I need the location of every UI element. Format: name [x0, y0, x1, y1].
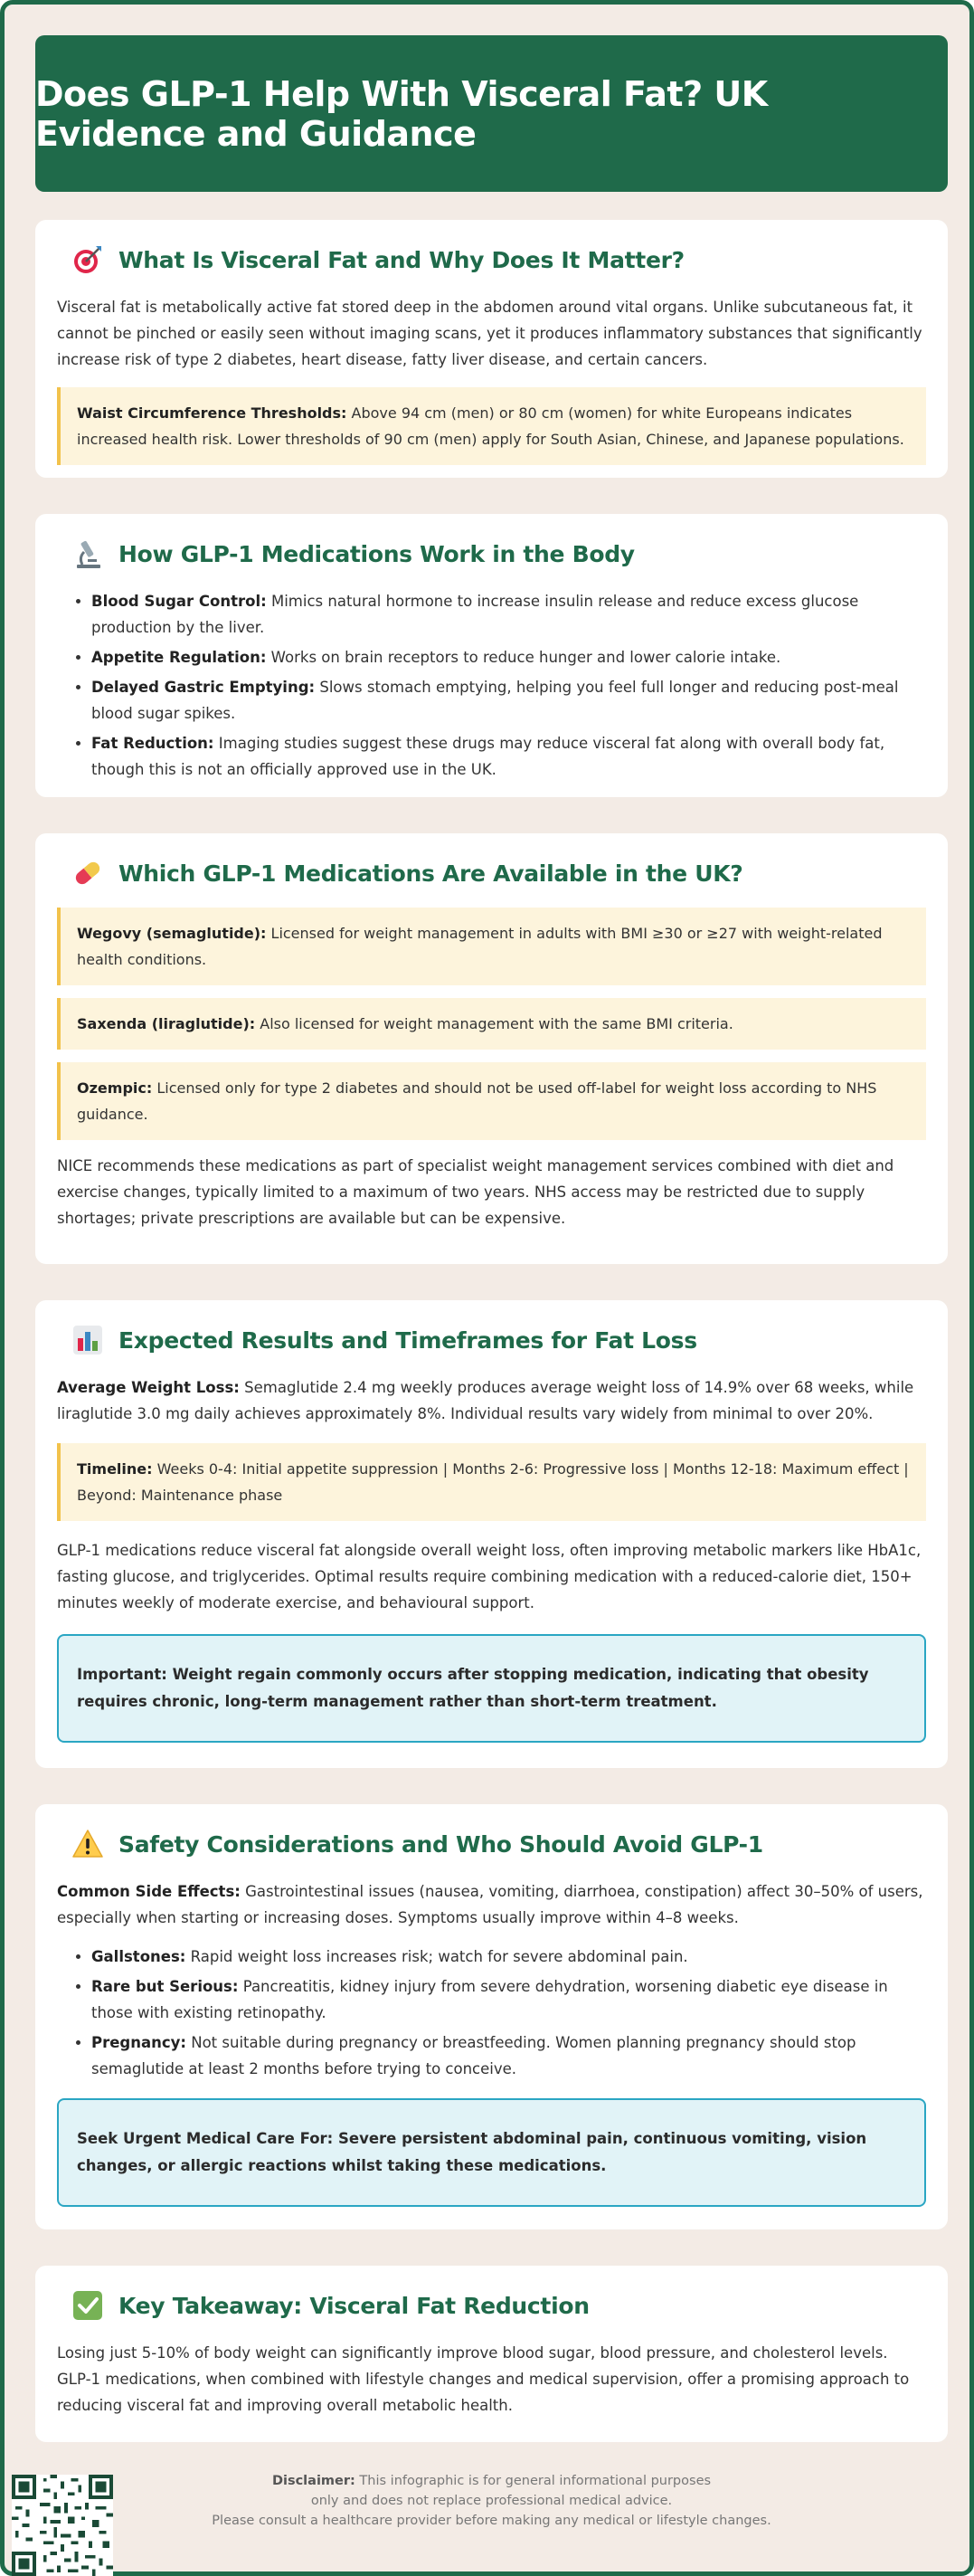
check-box-icon: [71, 2289, 104, 2322]
saxenda-callout: [57, 998, 926, 1050]
mechanism-list: [57, 588, 926, 783]
callout-text: Weeks 0-4: Initial appetite suppression | Months 2-6: Progressive loss | Months 12-18: Maximum effect | Beyond: Maintenance phase: [77, 1460, 909, 1504]
list-item: [91, 1944, 926, 1970]
section-heading: [57, 1828, 926, 1860]
disclaimer-line-3: Please consult a healthcare provider before making any medical or lifestyle changes.: [212, 2514, 771, 2528]
section-body: Losing just 5-10% of body weight can significantly improve blood sugar, blood pressure, and cholesterol levels. GLP-1 medications, when combined with lifestyle changes and medical supervision, offer a promising approach to reducing visceral fat and improving overall metabolic health.: [57, 2344, 910, 2414]
list-item: [91, 644, 926, 670]
timeline-callout: [57, 1443, 926, 1521]
section-safety: [35, 1804, 948, 2229]
side-text: Gastrointestinal issues (nausea, vomiting, diarrhoea, constipation) affect 30–50% of users, especially when starting or increasing doses. Symptoms usually improve within 4–8 weeks.: [57, 1883, 923, 1926]
section-expected-results: [35, 1300, 948, 1768]
list-item: [91, 2029, 926, 2082]
section-visceral-fat: [35, 220, 948, 478]
section-heading: [57, 857, 926, 889]
section-body: GLP-1 medications reduce visceral fat alongside overall weight loss, often improving metabolic markers like HbA1c, fasting glucose, and triglycerides. Optimal results require combining medication with a reduced-calorie diet, 150+ minutes weekly of moderate exercise, and behavioural support.: [57, 1542, 922, 1611]
urgent-care-box: Seek Urgent Medical Care For: Severe persistent abdominal pain, continuous vomiting, vision changes, or allergic reactions whilst taking these medications.: [57, 2098, 926, 2207]
item-text: Mimics natural hormone to increase insulin release and reduce excess glucose production by the liver.: [91, 593, 859, 636]
item-text: Pancreatitis, kidney injury from severe dehydration, worsening diabetic eye disease in those with existing retinopathy.: [91, 1978, 888, 2021]
callout-text: Above 94 cm (men) or 80 cm (women) for white Europeans indicates increased health risk. Lower thresholds of 90 cm (men) apply for South Asian, Chinese, and Japanese populations.: [77, 404, 904, 448]
callout-label: Waist Circumference Thresholds:: [77, 404, 347, 422]
section-body: NICE recommends these medications as part of specialist weight management services combined with diet and exercise changes, typically limited to a maximum of two years. NHS access may be restricted due to supply shortages; private prescriptions are available but can be expensive.: [57, 1157, 894, 1227]
item-label: Pregnancy:: [91, 2034, 186, 2051]
item-label: Gallstones:: [91, 1948, 186, 1965]
callout-label: Timeline:: [77, 1460, 153, 1478]
target-icon: [71, 243, 104, 276]
section-title: Safety Considerations and Who Should Avoid GLP-1: [118, 1830, 763, 1858]
list-item: [91, 588, 926, 641]
warning-icon: [71, 1828, 104, 1860]
avg-label: Average Weight Loss:: [57, 1379, 240, 1396]
item-text: Imaging studies suggest these drugs may reduce visceral fat along with overall body fat, though this is not an officially approved use in the UK.: [91, 735, 885, 778]
item-label: Fat Reduction:: [91, 735, 214, 752]
pill-icon: [71, 857, 104, 889]
section-heading: [57, 537, 926, 570]
disclaimer: [140, 2471, 843, 2531]
section-title: What Is Visceral Fat and Why Does It Matter?: [118, 246, 685, 273]
section-uk-medications: [35, 833, 948, 1264]
section-title: Expected Results and Timeframes for Fat Loss: [118, 1326, 697, 1354]
item-text: Not suitable during pregnancy or breastfeeding. Women planning pregnancy should stop semaglutide at least 2 months before trying to conceive.: [91, 2034, 856, 2077]
callout-text: Licensed for weight management in adults with BMI ≥30 or ≥27 with weight-related health conditions.: [77, 925, 883, 968]
section-key-takeaway: [35, 2266, 948, 2442]
page-title: Does GLP-1 Help With Visceral Fat? UK Evidence and Guidance: [35, 73, 768, 154]
section-heading: [57, 243, 926, 276]
callout-label: Saxenda (liraglutide):: [77, 1015, 256, 1032]
risk-list: [57, 1944, 926, 2082]
section-title: Key Takeaway: Visceral Fat Reduction: [118, 2292, 590, 2319]
section-body: Visceral fat is metabolically active fat stored deep in the abdomen around vital organs. Unlike subcutaneous fat, it cannot be pinched or easily seen without imaging scans, yet it produces inflammatory substances that significantly increase risk of type 2 diabetes, heart disease, fatty liver disease, and certain cancers.: [57, 299, 922, 368]
section-heading: [57, 2289, 926, 2322]
wegovy-callout: [57, 908, 926, 985]
bar-chart-icon: [71, 1324, 104, 1356]
callout-text: Also licensed for weight management with the same BMI criteria.: [255, 1015, 733, 1032]
side-label: Common Side Effects:: [57, 1883, 241, 1900]
avg-text: Semaglutide 2.4 mg weekly produces average weight loss of 14.9% over 68 weeks, while liraglutide 3.0 mg daily achieves approximately 8%. Individual results vary widely from minimal to over 20%.: [57, 1379, 914, 1422]
section-title: Which GLP-1 Medications Are Available in the UK?: [118, 860, 743, 887]
microscope-icon: [71, 537, 104, 570]
important-note-box: Important: Weight regain commonly occurs after stopping medication, indicating that obesity requires chronic, long-term management rather than short-term treatment.: [57, 1634, 926, 1743]
item-label: Rare but Serious:: [91, 1978, 239, 1995]
disclaimer-line-1: [140, 2471, 843, 2491]
ozempic-callout: [57, 1062, 926, 1140]
common-side-effects: [57, 1878, 926, 1931]
item-text: Slows stomach emptying, helping you feel full longer and reducing post-meal blood sugar spikes.: [91, 679, 899, 722]
callout-label: Ozempic:: [77, 1079, 153, 1097]
item-text: Rapid weight loss increases risk; watch for severe abdominal pain.: [185, 1948, 688, 1965]
header-banner: [35, 35, 948, 192]
item-label: Blood Sugar Control:: [91, 593, 267, 610]
waist-threshold-callout: [57, 387, 926, 465]
disclaimer-label: Disclaimer:: [271, 2474, 355, 2488]
section-how-glp1-works: [35, 514, 948, 797]
list-item: [91, 674, 926, 727]
list-item: [91, 1973, 926, 2026]
disclaimer-line-2: only and does not replace professional medical advice.: [310, 2494, 673, 2508]
callout-text: Licensed only for type 2 diabetes and should not be used off-label for weight loss according to NHS guidance.: [77, 1079, 877, 1123]
section-title: How GLP-1 Medications Work in the Body: [118, 540, 635, 567]
disclaimer-text: This infographic is for general informational purposes: [355, 2474, 712, 2488]
footer: [5, 2455, 974, 2576]
section-heading: [57, 1324, 926, 1356]
average-weight-loss: [57, 1374, 926, 1427]
item-label: Appetite Regulation:: [91, 649, 267, 666]
callout-label: Wegovy (semaglutide):: [77, 925, 267, 942]
list-item: [91, 730, 926, 783]
item-label: Delayed Gastric Emptying:: [91, 679, 316, 696]
item-text: Works on brain receptors to reduce hunger and lower calorie intake.: [266, 649, 781, 666]
qr-code[interactable]: [12, 2475, 113, 2576]
